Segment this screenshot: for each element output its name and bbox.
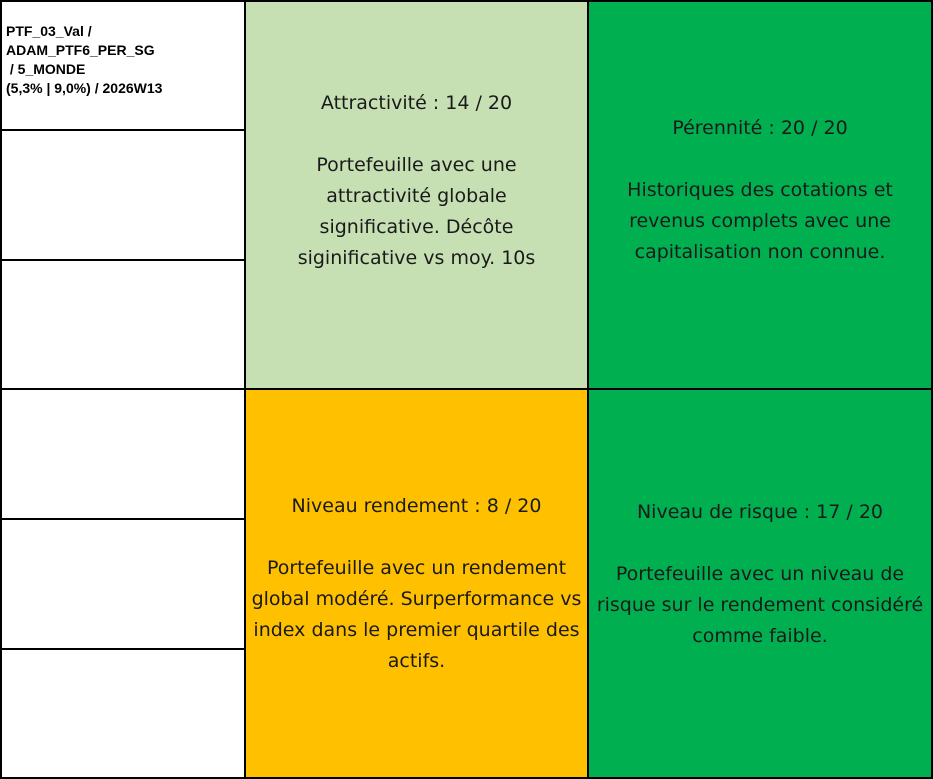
attractivite-description: Portefeuille avec une attractivité globale significative. Décôte siginificative vs moy. 10s	[297, 154, 536, 269]
portfolio-label: PTF_03_Val / ADAM_PTF6_PER_SG / 5_MONDE (5,3% | 9,0%) / 2026W13	[6, 23, 163, 96]
risque-description: Portefeuille avec un niveau de risque sur le rendement considéré comme faible.	[596, 563, 924, 647]
rendement-card	[244, 388, 589, 779]
attractivite-card	[244, 0, 589, 390]
portfolio-header-cell	[0, 0, 246, 131]
perennite-card	[587, 0, 933, 390]
empty-cell-3	[0, 388, 246, 520]
perennite-title: Pérennité : 20 / 20	[672, 116, 848, 139]
perennite-description: Historiques des cotations et revenus complets avec une capitalisation non connue.	[627, 178, 893, 263]
risque-title: Niveau de risque : 17 / 20	[636, 501, 884, 523]
empty-cell-4	[0, 518, 246, 650]
rendement-description: Portefeuille avec un rendement global modéré. Surperformance vs index dans le premier quartile des actifs.	[251, 556, 582, 672]
empty-cell-5	[0, 648, 246, 779]
rendement-title: Niveau rendement : 8 / 20	[291, 494, 542, 517]
empty-cell-1	[0, 129, 246, 261]
empty-cell-2	[0, 259, 246, 390]
risque-card	[587, 388, 933, 779]
attractivite-title: Attractivité : 14 / 20	[320, 92, 513, 114]
